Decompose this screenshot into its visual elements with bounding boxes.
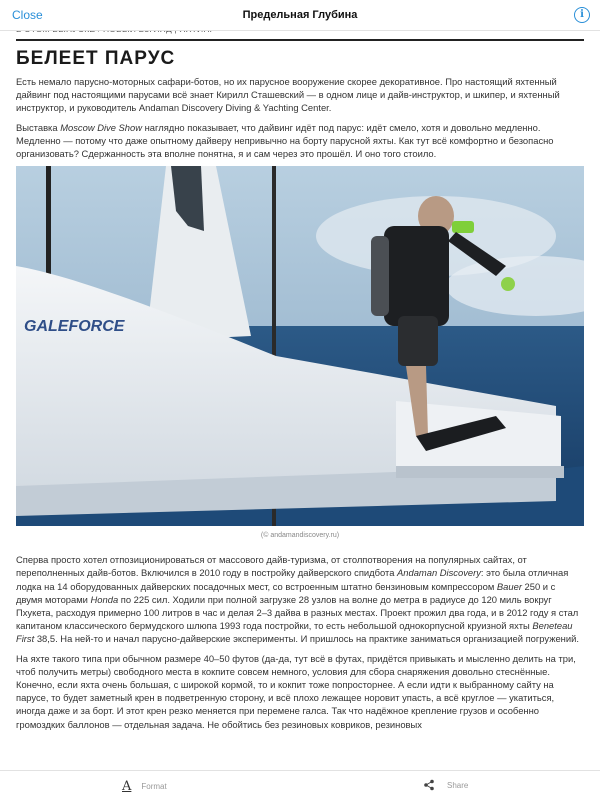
article-content xyxy=(16,22,584,737)
close-button[interactable]: Close xyxy=(12,8,43,22)
article-lead: Есть немало парусно-моторных сафари-ботов, но их парусное вооружение скорее декоративное. Про настоящий яхтенный дайвинг под настоящими парусами всё знает Кирилл Сташевский — в одном лице и дайв-инструктор, и шкипер, и яхтенный инструктор, и руководитель Andaman Discovery Diving & Yachting Center. xyxy=(16,76,560,114)
article-paragraph-2: Сперва просто хотел отпозиционироваться от массового дайв-туризма, от столпотворения на популярных сайтах, от переполненных дайв-ботов. Включился в 2010 году в постройку дайверского спидбота Andaman Discovery: это была отличная лодка на 14 оборудованных дайверских посадочных мест, со встроенным штатно бензиновым компрессором Bauer 250 и с двумя моторами Honda по 225 сил. Ходили при полной загрузке 28 узлов на волне до метра в радиусе до 120 миль вокруг Пхукета, расходуя примерно 100 литров в час и делая 2–3 дайва в разных местах. Проект прожил два года, и в 2012 году я стал капитаном классического бермудского шлюпа 1993 года постройки, то есть небольшой однокорпусной круизной яхты Beneteau First 38,5. На ней-то и начал парусно-дайверские эксперименты. И пришлось на практике заниматься организацией погружений. xyxy=(16,554,579,645)
format-icon: A xyxy=(122,779,132,794)
format-label: Format xyxy=(141,782,167,791)
article-heading: БЕЛЕЕТ ПАРУС xyxy=(16,48,176,69)
share-button[interactable] xyxy=(423,779,468,791)
boat-name-text: GALEFORCE xyxy=(24,318,125,336)
heading-rule xyxy=(16,39,584,41)
article-photo xyxy=(16,166,584,526)
share-icon xyxy=(423,779,435,791)
photo-caption: (© andamandiscovery.ru) xyxy=(260,532,340,540)
top-bar xyxy=(0,0,600,31)
page-title: Предельная Глубина xyxy=(242,9,358,21)
info-icon[interactable]: i xyxy=(574,7,590,23)
format-button[interactable] xyxy=(122,779,167,794)
article-paragraph-3: На яхте такого типа при обычном размере 40–50 футов (да-да, тут всё в футах, придётся привыкать и мысленно делить на три, чтоб получить метры) свободного места в кокпите совсем немного, условия для сбора снаряжения довольно стеснённые. Конечно, если яхта очень большая, с широкой кормой, то и кокпит тоже попросторнее. А если идти к выбранному сайту на парусе, то будет заметный крен в подветренную сторону, и всё плохо лежащее норовит упасть, а всё круглое — укатиться, иногда даже и за борт. И этот крен резко меняется при перемене галса. Так что надёжное крепление грузов и особенно громоздких баллонов — отдельная задача. Не обойтись без резиновых ковриков, резиновых xyxy=(16,652,576,730)
bottom-toolbar xyxy=(0,770,600,801)
article-paragraph-1: Выставка Moscow Dive Show наглядно показывает, что дайвинг идёт под парус: идёт смело, хотя и довольно медленно. Медленно — потому что даже опытному дайверу непривычно на борту парусной яхты. Как тут всё комфортно и безопасно организовать? Сдержанность эта вполне понятна, я и сам через это прошёл. И оно того стоило. xyxy=(16,121,554,160)
share-label: Share xyxy=(447,780,469,790)
